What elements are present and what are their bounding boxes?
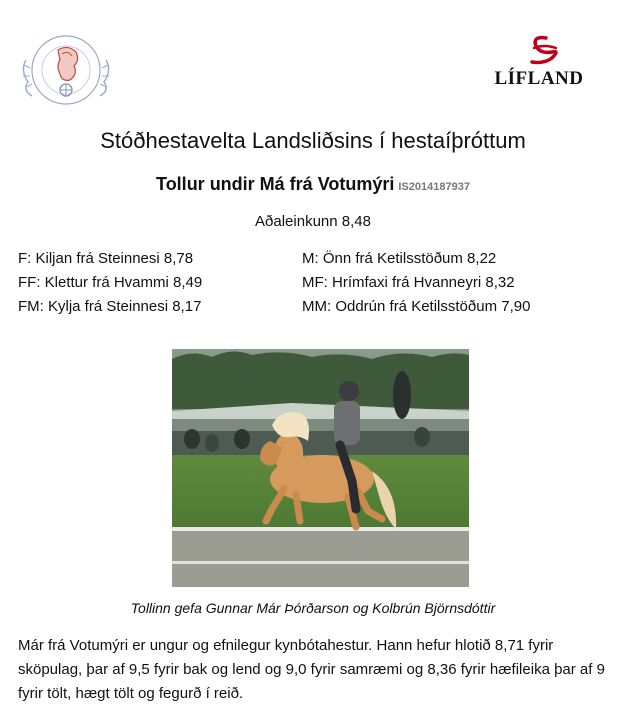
horse-rider-photo — [172, 349, 469, 587]
horse-name: Tollur undir Má frá Votumýri — [156, 174, 395, 194]
horse-photo — [172, 349, 469, 587]
pedigree-sire-side — [18, 247, 202, 319]
pedigree-line: FF: Klettur frá Hvammi 8,49 — [18, 274, 203, 291]
equestrian-association-seal-icon — [18, 30, 114, 112]
lifland-logo-text: LÍFLAND — [494, 68, 584, 89]
pedigree-line: F: Kiljan frá Steinnesi 8,78 — [18, 250, 194, 267]
pedigree-line: MM: Oddrún frá Ketilsstöðum 7,90 — [302, 298, 531, 315]
horse-heading — [0, 174, 626, 195]
pedigree-line: MF: Hrímfaxi frá Hvanneyri 8,32 — [302, 274, 515, 291]
pedigree-line: M: Önn frá Ketilsstöðum 8,22 — [302, 250, 497, 267]
pedigree-line: FM: Kylja frá Steinnesi 8,17 — [18, 298, 202, 315]
horse-id: IS2014187937 — [398, 181, 470, 193]
lifland-logo — [486, 34, 592, 90]
description-paragraph: Már frá Votumýri er ungur og efnilegur kynbótahestur. Hann hefur hlotið 8,71 fyrir sköpulag, þar af 9,5 fyrir bak og lend og 9,0 fyrir samræmi og 8,36 fyrir hæfileika þar af 9 fyrir tölt, hægt tölt og fegurð í reið. — [18, 637, 605, 702]
association-seal-logo — [18, 30, 114, 112]
overall-score: Aðaleinkunn 8,48 — [255, 213, 371, 230]
lifland-ribbon-logo-icon — [486, 34, 592, 70]
pedigree-dam-side — [302, 247, 530, 319]
photo-caption: Tollinn gefa Gunnar Már Þórðarson og Kolbrún Björnsdóttir — [130, 600, 496, 616]
page-title: Stóðhestavelta Landsliðsins í hestaíþróttum — [100, 128, 526, 153]
